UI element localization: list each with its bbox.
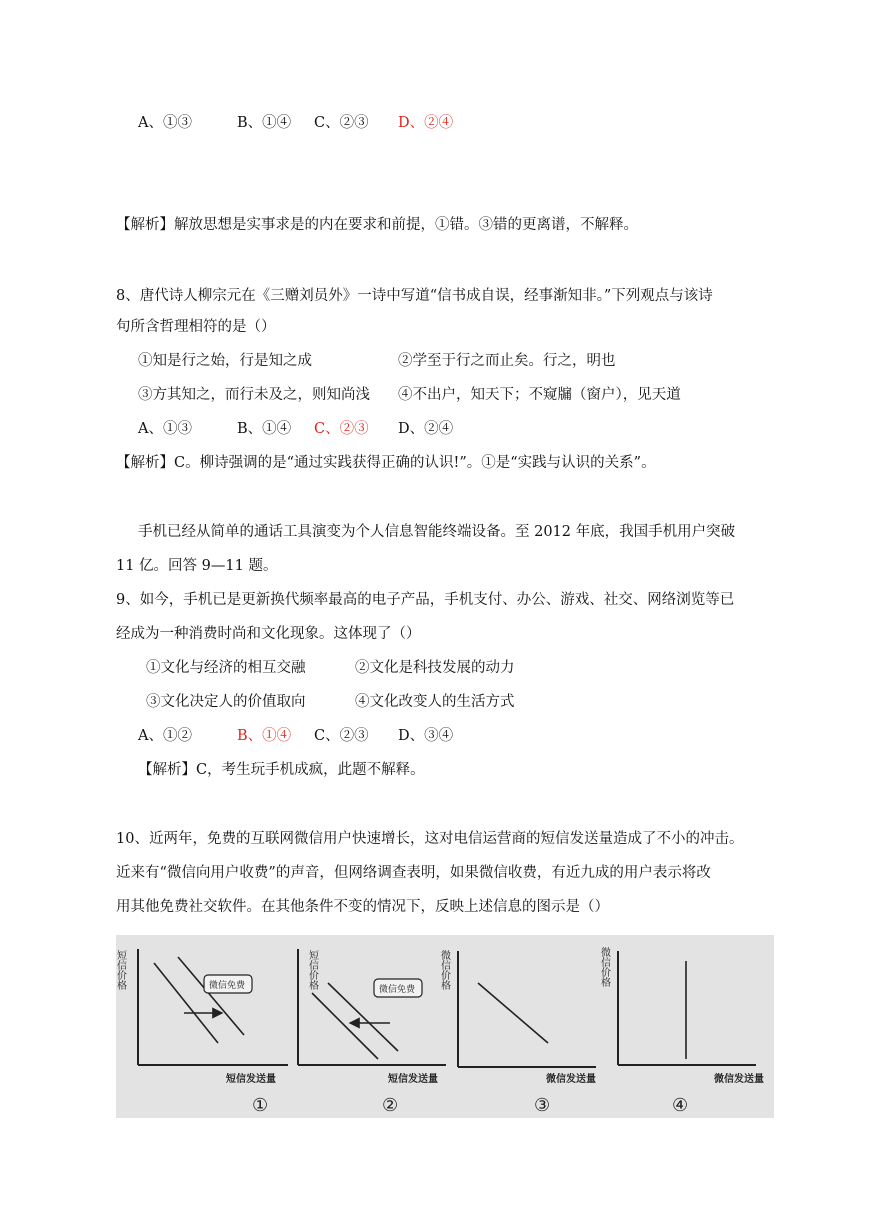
- q9-item2: ②文化是科技发展的动力: [355, 660, 515, 676]
- q8-item4: ④不出户，知天下；不窥牖（窗户），见天道: [398, 387, 681, 403]
- q9-option-c: C、②③: [314, 728, 369, 744]
- graph-2-curve-d1: [312, 993, 378, 1059]
- q7-option-c: C、②③: [314, 115, 369, 131]
- q7-option-a: A、①③: [138, 115, 192, 131]
- graph-4-xlabel: 微信发送量: [714, 1074, 764, 1085]
- q9-item4: ④文化改变人的生活方式: [355, 694, 515, 710]
- q8-stem-line1: 8、唐代诗人柳宗元在《三赠刘员外》一诗中写道“信书成自误，经事渐知非。”下列观点与该诗: [116, 288, 713, 304]
- q8-item3: ③方其知之，而行未及之，则知尚浅: [138, 387, 370, 403]
- graph-1-box-text: 微信免费: [209, 981, 246, 991]
- q7-option-b: B、①④: [237, 115, 292, 131]
- q7-option-d-answer: D、②④: [398, 115, 454, 131]
- q9-option-b-answer: B、①④: [237, 728, 292, 744]
- graph-3-curve: [478, 983, 548, 1043]
- q9-option-d: D、③④: [398, 728, 454, 744]
- q9-item1: ①文化与经济的相互交融: [146, 660, 306, 676]
- intro-line1: 手机已经从简单的通话工具演变为个人信息智能终端设备。至 2012 年底，我国手机用户突破: [138, 524, 736, 540]
- graph-1-curve-d2: [178, 957, 244, 1035]
- q9-stem-line1: 9、如今，手机已是更新换代频率最高的电子产品，手机支付、办公、游戏、社交、网络浏览等已: [116, 592, 735, 608]
- graph-3-number: ③: [534, 1095, 551, 1116]
- graph-2-number: ②: [382, 1095, 399, 1116]
- q10-stem-line3: 用其他免费社交软件。在其他条件不变的情况下，反映上述信息的图示是（）: [116, 899, 609, 915]
- q9-analysis: 【解析】C，考生玩手机成疯，此题不解释。: [138, 762, 425, 778]
- q9-stem-line2: 经成为一种消费时尚和文化现象。这体现了（）: [116, 626, 421, 642]
- graph-2: [298, 949, 446, 1116]
- graph-1-xlabel: 短信发送量: [226, 1074, 276, 1085]
- graph-1-ylabel: 短信价格: [114, 950, 126, 990]
- q10-figure: [116, 935, 774, 1118]
- q8-option-d: D、②④: [398, 421, 454, 437]
- q10-stem-line1: 10、近两年，免费的互联网微信用户快速增长，这对电信运营商的短信发送量造成了不小的冲击。: [116, 831, 744, 847]
- graph-3: [439, 949, 597, 1116]
- q8-stem-line2: 句所含哲理相符的是（）: [116, 319, 276, 335]
- intro-line2: 11 亿。回答 9—11 题。: [116, 558, 278, 574]
- graph-1: [115, 949, 289, 1116]
- q8-option-a: A、①③: [138, 421, 192, 437]
- graph-4-number: ④: [672, 1095, 689, 1116]
- graph-3-ylabel: 微信价格: [438, 950, 450, 990]
- q9-item3: ③文化决定人的价值取向: [146, 694, 306, 710]
- q10-graphs-svg: [116, 935, 774, 1118]
- q8-item1: ①知是行之始，行是知之成: [138, 353, 312, 369]
- q8-analysis: 【解析】C。柳诗强调的是“通过实践获得正确的认识!”。①是“实践与认识的关系”。: [116, 455, 656, 471]
- graph-2-xlabel: 短信发送量: [388, 1074, 438, 1085]
- q8-option-c-answer: C、②③: [314, 421, 369, 437]
- q7-analysis: 【解析】解放思想是实事求是的内在要求和前提，①错。③错的更离谱，不解释。: [116, 217, 638, 233]
- q10-stem-line2: 近来有“微信向用户收费”的声音，但网络调查表明，如果微信收费，有近九成的用户表示将改: [116, 865, 711, 881]
- graph-4-ylabel: 微信价格: [598, 947, 610, 987]
- q8-item2: ②学至于行之而止矣。行之，明也: [398, 353, 616, 369]
- graph-1-number: ①: [252, 1095, 269, 1116]
- graph-4: [599, 946, 765, 1116]
- graph-2-ylabel: 短信价格: [306, 950, 318, 990]
- graph-2-box-text: 微信免费: [379, 985, 416, 995]
- graph-3-xlabel: 微信发送量: [546, 1074, 596, 1085]
- q8-option-b: B、①④: [237, 421, 292, 437]
- q9-option-a: A、①②: [138, 728, 192, 744]
